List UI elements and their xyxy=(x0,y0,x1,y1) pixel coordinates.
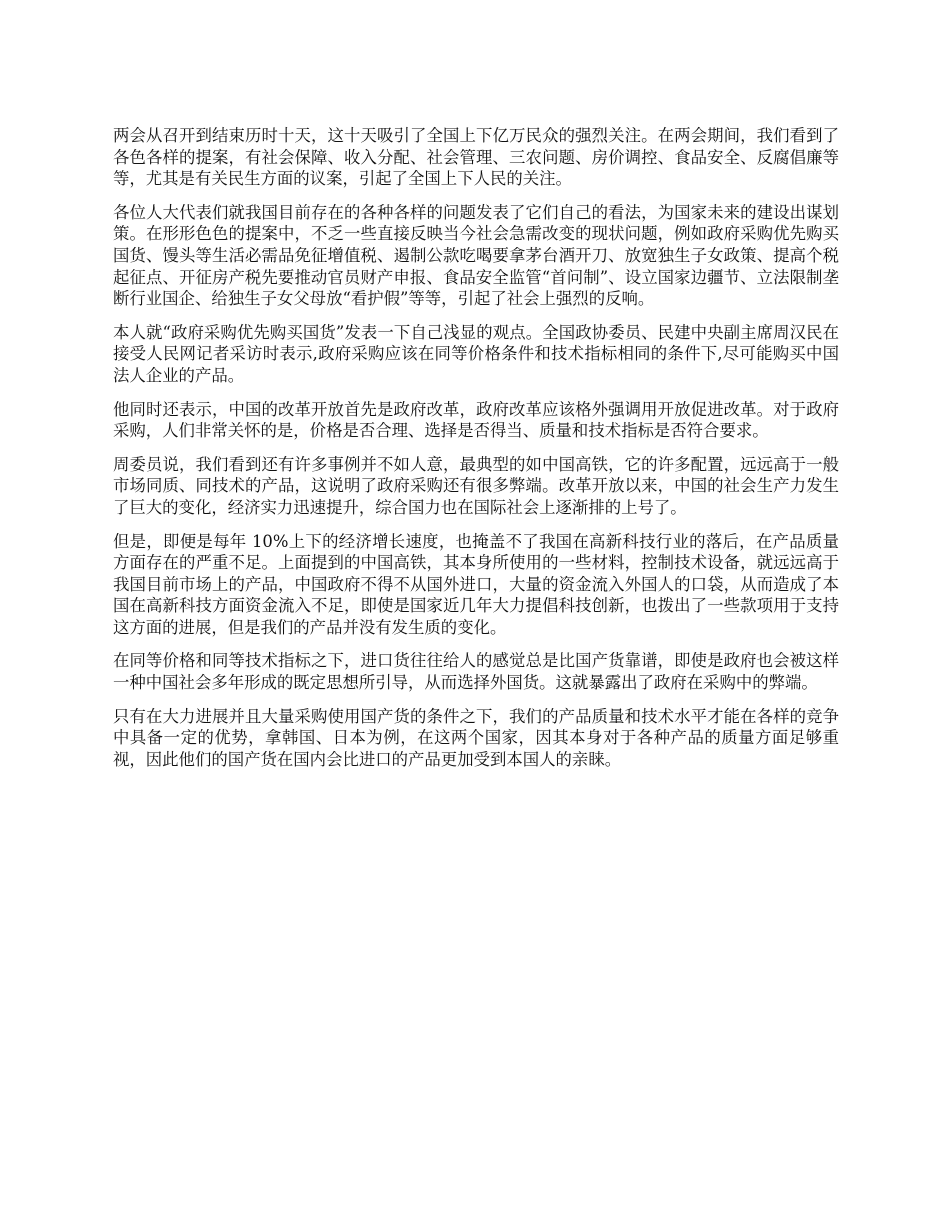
paragraph-5: 周委员说，我们看到还有许多事例并不如人意，最典型的如中国高铁，它的许多配置，远远高于一般市场同质、同技术的产品，这说明了政府采购还有很多弊端。改革开放以来，中国的社会生产力发生了巨大的变化，经济实力迅速提升，综合国力也在国际社会上逐渐排的上号了。 xyxy=(113,454,839,517)
paragraph-2: 各位人大代表们就我国目前存在的各种各样的问题发表了它们自己的看法，为国家未来的建设出谋划策。在形形色色的提案中，不乏一些直接反映当今社会急需改变的现状问题，例如政府采购优先购买国货、馒头等生活必需品免征增值税、遏制公款吃喝要拿茅台酒开刀、放宽独生子女政策、提高个税起征点、开征房产税先要推动官员财产申报、食品安全监管“首问制”、设立国家边疆节、立法限制垄断行业国企、给独生子女父母放“看护假”等等，引起了社会上强烈的反响。 xyxy=(113,202,839,309)
paragraph-6: 但是，即便是每年 10%上下的经济增长速度，也掩盖不了我国在高新科技行业的落后，在产品质量方面存在的严重不足。上面提到的中国高铁，其本身所使用的一些材料，控制技术设备，就远远高于我国目前市场上的产品，中国政府不得不从国外进口，大量的资金流入外国人的口袋，从而造成了本国在高新科技方面资金流入不足，即使是国家近几年大力提倡科技创新，也拨出了一些款项用于支持这方面的进展，但是我们的产品并没有发生质的变化。 xyxy=(113,531,839,637)
paragraph-7: 在同等价格和同等技术指标之下，进口货往往给人的感觉总是比国产货靠谱，即使是政府也会被这样一种中国社会多年形成的既定思想所引导，从而选择外国货。这就暴露出了政府在采购中的弊端。 xyxy=(113,651,839,693)
paragraph-8: 只有在大力进展并且大量采购使用国产货的条件之下，我们的产品质量和技术水平才能在各样的竞争中具备一定的优势，拿韩国、日本为例，在这两个国家，因其本身对于各种产品的质量方面足够重视，因此他们的国产货在国内会比进口的产品更加受到本国人的亲睐。 xyxy=(113,706,839,769)
paragraph-1: 两会从召开到结束历时十天，这十天吸引了全国上下亿万民众的强烈关注。在两会期间，我们看到了各色各样的提案，有社会保障、收入分配、社会管理、三农问题、房价调控、食品安全、反腐倡廉等等，尤其是有关民生方面的议案，引起了全国上下人民的关注。 xyxy=(113,126,839,189)
paragraph-3: 本人就“政府采购优先购买国货”发表一下自己浅显的观点。全国政协委员、民建中央副主席周汉民在接受人民网记者采访时表示,政府采购应该在同等价格条件和技术指标相同的条件下,尽可能购买中国法人企业的产品。 xyxy=(113,322,839,385)
paragraph-4: 他同时还表示，中国的改革开放首先是政府改革，政府改革应该格外强调用开放促进改革。对于政府采购，人们非常关怀的是，价格是否合理、选择是否得当、质量和技术指标是否符合要求。 xyxy=(113,399,839,441)
document-body xyxy=(113,125,839,782)
